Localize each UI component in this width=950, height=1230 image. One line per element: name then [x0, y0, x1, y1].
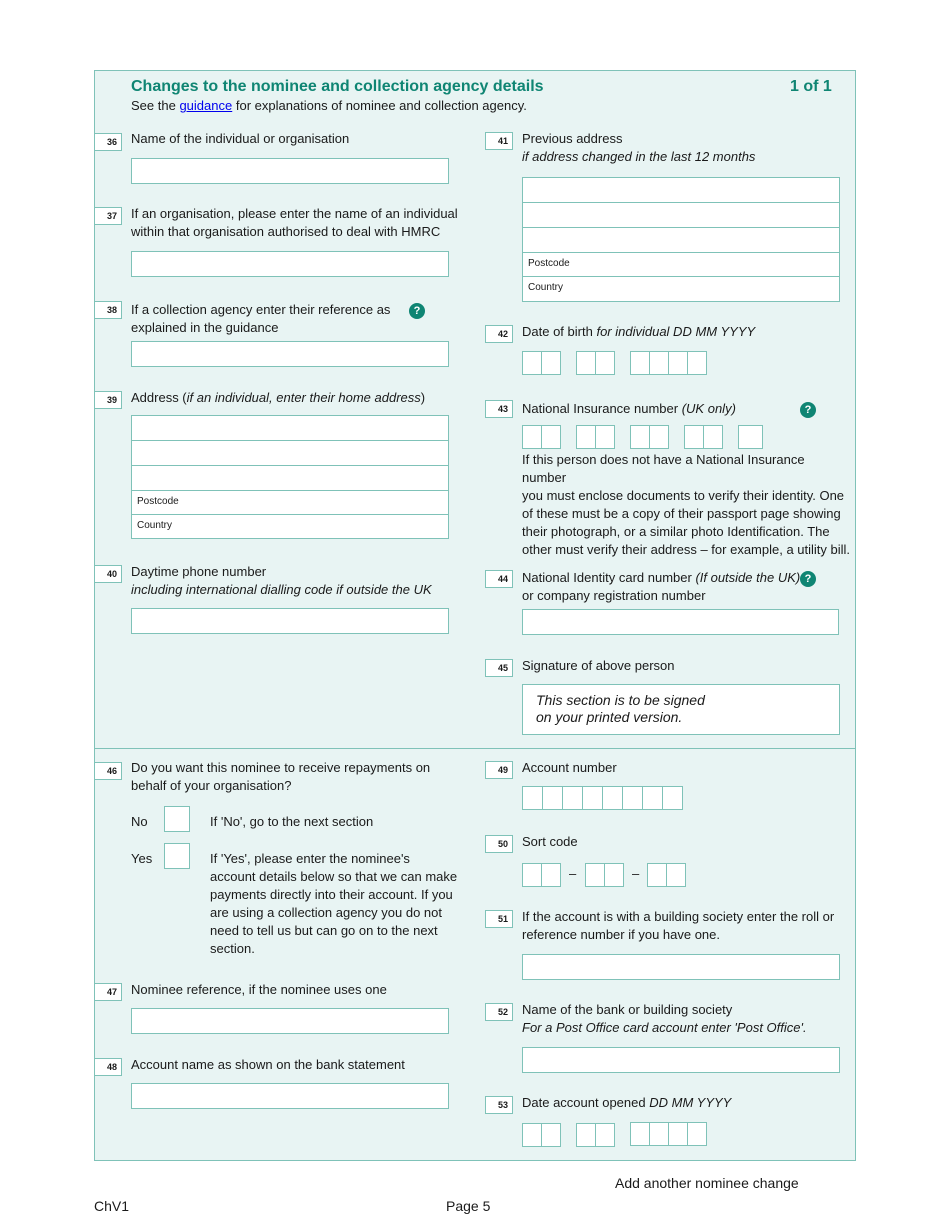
- field-number-52: 52: [485, 1003, 513, 1021]
- field-number-49: 49: [485, 761, 513, 779]
- digit-cell[interactable]: [687, 351, 707, 375]
- yes-text-line: section.: [210, 941, 255, 956]
- previous-address-line-2-input[interactable]: [522, 202, 840, 228]
- field-label-42-hint: for individual DD MM YYYY: [596, 324, 756, 339]
- nominee-name-input[interactable]: [131, 158, 449, 184]
- field-label-39-hint: if an individual, enter their home address: [186, 390, 421, 405]
- previous-address-line-3-input[interactable]: [522, 227, 840, 253]
- account-name-input[interactable]: [131, 1083, 449, 1109]
- form-code: ChV1: [94, 1198, 130, 1214]
- roll-number-input[interactable]: [522, 954, 840, 980]
- account-digit-cell[interactable]: [582, 786, 603, 810]
- field-label-38: [131, 301, 390, 337]
- previous-address-country-input[interactable]: Country: [522, 276, 840, 302]
- sort-code-cells-1[interactable]: [522, 863, 561, 887]
- digit-cell[interactable]: [522, 1123, 542, 1147]
- field-label-40-hint: including international dialling code if outside the UK: [131, 582, 432, 597]
- identity-card-input[interactable]: [522, 609, 839, 635]
- yes-text-line: If 'Yes', please enter the nominee's: [210, 851, 410, 866]
- question-icon[interactable]: ?: [409, 303, 425, 319]
- field-label-50: Sort code: [522, 834, 578, 849]
- field-label-52-text: Name of the bank or building society: [522, 1002, 733, 1017]
- yes-text-line: need to tell us but can go on to the next: [210, 923, 438, 938]
- field-number-48: 48: [94, 1058, 122, 1076]
- page-indicator: 1 of 1: [790, 78, 832, 95]
- sort-code-separator: –: [569, 866, 577, 881]
- account-digit-cell[interactable]: [622, 786, 643, 810]
- field-label-38-line2: explained in the guidance: [131, 320, 279, 335]
- ni-cell[interactable]: [576, 425, 596, 449]
- section-subtitle: [131, 98, 527, 113]
- field-label-47: Nominee reference, if the nominee uses one: [131, 982, 387, 997]
- account-digit-cell[interactable]: [642, 786, 663, 810]
- field-label-44-hint: (If outside the UK): [695, 570, 801, 585]
- section-title: Changes to the nominee and collection agency details: [131, 78, 544, 95]
- ni-cells-3[interactable]: [630, 425, 669, 449]
- sort-code-cells-3[interactable]: [647, 863, 686, 887]
- yes-text-line: payments directly into their account. If you: [210, 887, 453, 902]
- page-number: Page 5: [446, 1198, 491, 1214]
- yes-text-line: are using a collection agency you do not: [210, 905, 442, 920]
- ni-note-line: of these must be a copy of their passport page showing: [522, 506, 841, 521]
- field-label-52-hint: For a Post Office card account enter 'Post Office'.: [522, 1020, 807, 1035]
- field-number-51: 51: [485, 910, 513, 928]
- subtitle-text-after: for explanations of nominee and collection agency.: [235, 98, 527, 113]
- field-label-46: [131, 759, 430, 795]
- digit-cell[interactable]: [595, 1123, 615, 1147]
- field-label-42-text: Date of birth: [522, 324, 593, 339]
- field-label-37-line1: If an organisation, please enter the name of an individual: [131, 206, 458, 221]
- address-postcode-input[interactable]: Postcode: [131, 490, 449, 515]
- field-label-45: Signature of above person: [522, 658, 675, 673]
- field-label-53-hint: DD MM YYYY: [649, 1095, 732, 1110]
- field-label-39-before: Address (: [131, 390, 187, 405]
- field-label-41: [522, 130, 755, 166]
- ni-cells-4[interactable]: [684, 425, 723, 449]
- field-label-49: Account number: [522, 760, 617, 775]
- ni-note-line: you must enclose documents to verify their identity. One: [522, 488, 845, 503]
- ni-cell[interactable]: [630, 425, 650, 449]
- field-label-37: [131, 205, 458, 241]
- digit-cell[interactable]: [541, 1123, 561, 1147]
- field-label-38-line1: If a collection agency enter their reference as: [131, 302, 391, 317]
- field-number-43: 43: [485, 400, 513, 418]
- dob-year-cells[interactable]: [630, 351, 707, 375]
- digit-cell[interactable]: [522, 351, 542, 375]
- field-number-46: 46: [94, 762, 122, 780]
- field-label-46-line2: behalf of your organisation?: [131, 778, 292, 793]
- account-digit-cell[interactable]: [522, 786, 543, 810]
- signature-note-line2: on your printed version.: [536, 709, 683, 725]
- no-checkbox[interactable]: [164, 806, 190, 832]
- digit-cell[interactable]: [668, 351, 688, 375]
- field-label-41-text: Previous address: [522, 131, 623, 146]
- field-label-37-line2: within that organisation authorised to deal with HMRC: [131, 224, 441, 239]
- ni-cell[interactable]: [703, 425, 723, 449]
- field-number-40: 40: [94, 565, 122, 583]
- sort-code-cell[interactable]: [666, 863, 686, 887]
- account-digit-cell[interactable]: [542, 786, 563, 810]
- sort-code-cell[interactable]: [647, 863, 667, 887]
- add-another-nominee-button[interactable]: Add another nominee change: [615, 1175, 799, 1191]
- field-number-53: 53: [485, 1096, 513, 1114]
- no-option-label: No: [131, 814, 148, 829]
- yes-option-label: Yes: [131, 851, 153, 866]
- field-number-47: 47: [94, 983, 122, 1001]
- field-label-39-after: ): [420, 390, 426, 405]
- field-number-45: 45: [485, 659, 513, 677]
- sort-code-cell[interactable]: [541, 863, 561, 887]
- digit-cell[interactable]: [541, 351, 561, 375]
- signature-box: [522, 684, 840, 735]
- guidance-link[interactable]: guidance: [179, 98, 233, 113]
- field-label-43-hint: (UK only): [681, 401, 736, 416]
- previous-address-postcode-input[interactable]: Postcode: [522, 252, 840, 277]
- address-line-1-input[interactable]: [131, 415, 449, 441]
- ni-cell[interactable]: [649, 425, 669, 449]
- digit-cell[interactable]: [630, 351, 650, 375]
- authorised-individual-input[interactable]: [131, 251, 449, 277]
- field-number-38: 38: [94, 301, 122, 319]
- field-label-40: [131, 563, 432, 599]
- dob-day-cells[interactable]: [522, 351, 561, 375]
- field-label-44: [522, 569, 800, 605]
- sort-code-cell[interactable]: [522, 863, 542, 887]
- account-digit-cell[interactable]: [562, 786, 583, 810]
- ni-note-line: their photograph, or a similar photo Identification. The: [522, 524, 830, 539]
- ni-cell[interactable]: [738, 425, 763, 449]
- subtitle-text-before: See the: [131, 98, 176, 113]
- dob-month-cells[interactable]: [576, 351, 615, 375]
- field-number-37: 37: [94, 207, 122, 225]
- digit-cell[interactable]: [595, 351, 615, 375]
- field-label-41-hint: if address changed in the last 12 months: [522, 149, 756, 164]
- question-icon[interactable]: ?: [800, 402, 816, 418]
- digit-cell[interactable]: [576, 351, 596, 375]
- address-country-input[interactable]: Country: [131, 514, 449, 539]
- ni-cell[interactable]: [595, 425, 615, 449]
- field-label-53: [522, 1094, 731, 1112]
- digit-cell[interactable]: [649, 351, 669, 375]
- section-divider: [94, 748, 856, 749]
- ni-note-line: other must verify their address – for example, a utility bill.: [522, 542, 851, 557]
- sort-code-cell[interactable]: [585, 863, 605, 887]
- no-option-text: If 'No', go to the next section: [210, 814, 374, 829]
- account-opened-month-cells[interactable]: [576, 1123, 615, 1147]
- account-opened-year-cells[interactable]: [630, 1122, 707, 1146]
- field-number-50: 50: [485, 835, 513, 853]
- field-label-44-line2: or company registration number: [522, 588, 706, 603]
- address-line-2-input[interactable]: [131, 440, 449, 466]
- digit-cell[interactable]: [668, 1122, 688, 1146]
- field-number-39: 39: [94, 391, 122, 409]
- field-label-39: [131, 389, 425, 407]
- account-opened-day-cells[interactable]: [522, 1123, 561, 1147]
- field-number-36: 36: [94, 133, 122, 151]
- ni-cell[interactable]: [684, 425, 704, 449]
- field-label-36: Name of the individual or organisation: [131, 131, 350, 146]
- field-number-41: 41: [485, 132, 513, 150]
- ni-note: [522, 451, 852, 559]
- ni-note-line: If this person does not have a National Insurance number: [522, 452, 805, 485]
- ni-cells-5[interactable]: [738, 425, 763, 449]
- field-label-51-line1: If the account is with a building society enter the roll or: [522, 909, 835, 924]
- collection-agency-reference-input[interactable]: [131, 341, 449, 367]
- field-label-52: [522, 1001, 807, 1037]
- account-digit-cell[interactable]: [602, 786, 623, 810]
- digit-cell[interactable]: [630, 1122, 650, 1146]
- ni-cell[interactable]: [541, 425, 561, 449]
- bank-name-input[interactable]: [522, 1047, 840, 1073]
- yes-option-text: [210, 850, 460, 958]
- ni-cell[interactable]: [522, 425, 542, 449]
- field-number-42: 42: [485, 325, 513, 343]
- field-label-43: [522, 400, 736, 418]
- sort-code-cells-2[interactable]: [585, 863, 624, 887]
- account-digit-cell[interactable]: [662, 786, 683, 810]
- yes-checkbox[interactable]: [164, 843, 190, 869]
- nominee-reference-input[interactable]: [131, 1008, 449, 1034]
- digit-cell[interactable]: [649, 1122, 669, 1146]
- address-line-3-input[interactable]: [131, 465, 449, 491]
- digit-cell[interactable]: [576, 1123, 596, 1147]
- sort-code-cell[interactable]: [604, 863, 624, 887]
- field-label-42: [522, 323, 755, 341]
- field-label-40-text: Daytime phone number: [131, 564, 267, 579]
- field-label-53-text: Date account opened: [522, 1095, 646, 1110]
- daytime-phone-input[interactable]: [131, 608, 449, 634]
- field-label-51: [522, 908, 834, 944]
- question-icon[interactable]: ?: [800, 571, 816, 587]
- ni-cells-2[interactable]: [576, 425, 615, 449]
- field-label-48: Account name as shown on the bank statement: [131, 1057, 405, 1072]
- ni-cells-1[interactable]: [522, 425, 561, 449]
- field-label-51-line2: reference number if you have one.: [522, 927, 721, 942]
- field-label-44-text: National Identity card number: [522, 570, 692, 585]
- signature-note-line1: This section is to be signed: [536, 692, 705, 708]
- field-label-46-line1: Do you want this nominee to receive repayments on: [131, 760, 431, 775]
- field-label-43-text: National Insurance number: [522, 401, 679, 416]
- field-number-44: 44: [485, 570, 513, 588]
- previous-address-line-1-input[interactable]: [522, 177, 840, 203]
- account-number-cells[interactable]: [522, 786, 683, 810]
- digit-cell[interactable]: [687, 1122, 707, 1146]
- sort-code-separator: –: [632, 866, 640, 881]
- yes-text-line: account details below so that we can make: [210, 869, 458, 884]
